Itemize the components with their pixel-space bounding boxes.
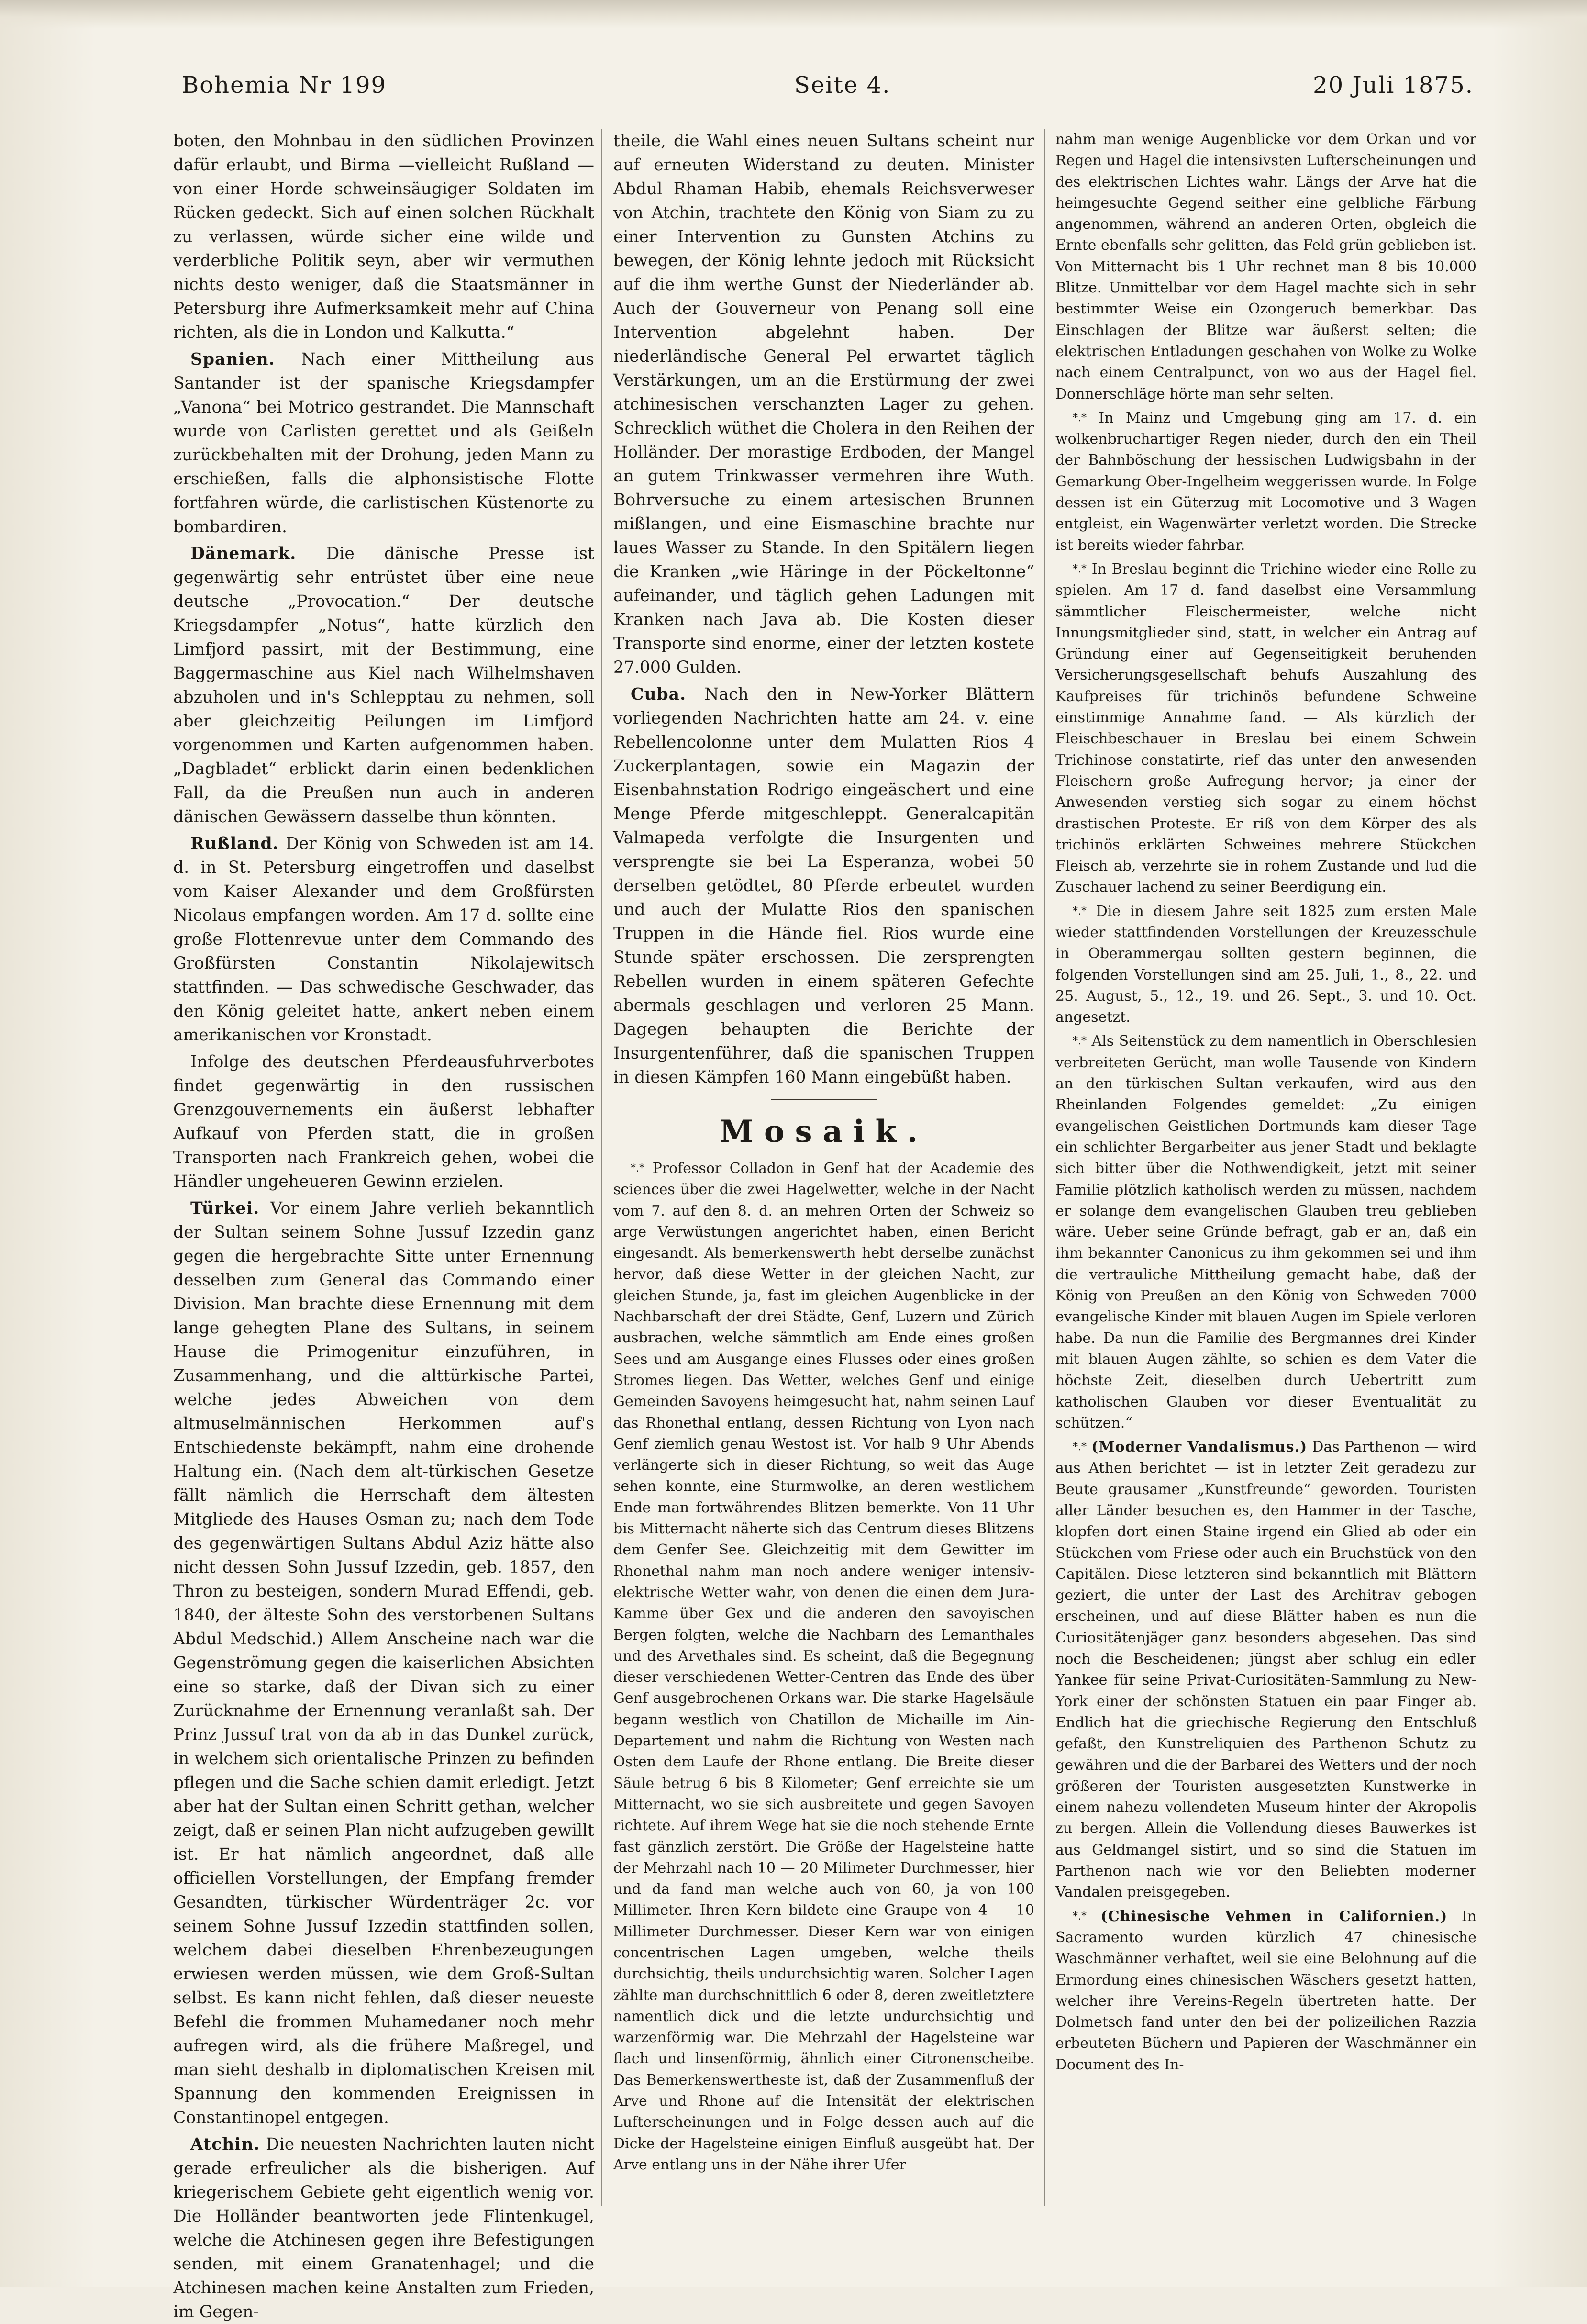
asterism-icon: *.* xyxy=(1073,1910,1087,1922)
article-heading-cuba: Cuba. xyxy=(631,685,687,704)
article-pferdeausfuhr: Infolge des deutschen Pferdeausfuhrverbotes findet gegenwärtig in den russischen Grenzgouvernements ein äußerst lebhafter Aufkauf von Pferden statt, die in großen Transporten nach Frankreich gehen, wobei die Händler ungeheueren Gewinn erzielen. xyxy=(173,1052,594,1191)
column-1 xyxy=(173,129,595,2322)
mosaik-text-vehmen: In Sacramento wurden kürzlich 47 chinesische Waschmänner verhaftet, weil sie eine Belohnung auf die Ermordung eines chinesischen Wäschers gesetzt hatten, welcher ihre Vereins-Regeln übertreten hatte. Der Dolmetsch fand unter den bei der polizeilichen Razzia erbeuteten Büchern und Papieren der Waschmänner ein Document des In- xyxy=(1055,1908,1476,2073)
header-date: 20 Juli 1875. xyxy=(1313,72,1474,99)
article-china-end: boten, den Mohnbau in den südlichen Provinzen dafür erlaubt, und Birma —vielleicht Rußland — von einer Horde schweinsäugiger Soldaten im Rücken gedeckt. Sich auf einen solchen Rückhalt zu verlassen, würde sicher eine wilde und verderbliche Politik seyn, aber wir vermuthen nichts desto weniger, daß die Staatsmänner in Petersburg ihre Aufmerksamkeit mehr auf China richten, als die in London und Kalkutta.“ xyxy=(173,132,594,342)
mosaik-oberammergau xyxy=(1055,901,1476,1028)
mosaik-text-mainz: In Mainz und Umgebung ging am 17. d. ein wolkenbruchartiger Regen nieder, durch den ein Theil der Bahnböschung der hessischen Ludwigsbahn in der Gemarkung Ober-Ingelheim weggerissen wurde. In Folge dessen ist ein Güterzug mit Locomotive und 3 Wagen entgleist, ein Wagenwärter verletzt worden. Die Strecke ist bereits wieder fahrbar. xyxy=(1055,409,1476,554)
page-header xyxy=(182,72,1474,115)
column-2-news xyxy=(613,129,1034,1089)
header-page-number: Seite 4. xyxy=(794,72,891,99)
mosaik-breslau xyxy=(1055,559,1476,898)
article-heading-tuerkei: Türkei. xyxy=(190,1199,260,1218)
asterism-icon: *.* xyxy=(631,1162,644,1174)
mosaik-text-seitenstueck: Als Seitenstück zu dem namentlich in Oberschlesien verbreiteten Gerücht, man wolle Tausende von Kindern an den türkischen Sultan verkaufen, wird aus den Rheinlanden Folgendes gemeldet: „Zu einigen evangelischen Geistlichen Dortmunds kam dieser Tage ein schlichter Bergarbeiter aus jener Stadt und beklagte sich bitter über die Nothwendigkeit, jetzt mit seiner Familie plötzlich katholisch werden zu müssen, nachdem er solange dem evangelischen Glauben treu geblieben wäre. Ueber seine Gründe befragt, gab er an, daß ein ihm bekannter Canonicus zu ihm gekommen sei und ihm die vertrauliche Mittheilung gemacht habe, daß der König von Preußen an den König von Schweden 7000 evangelische Kinder mit blauen Augen im Spiele verloren habe. Da nun die Familie des Bergmannes drei Kinder mit blauen Augen zählte, so schien es dem Vater die höchste Zeit, dieselben durch Uebertritt zum katholischen Glauben vor dieser Eventualität zu schützen.“ xyxy=(1055,1033,1477,1431)
article-atchin xyxy=(173,2133,594,2324)
asterism-icon: *.* xyxy=(1073,1035,1087,1048)
column-rule-1 xyxy=(601,129,602,2206)
article-text-tuerkei: Vor einem Jahre verlieh bekanntlich der Sultan seinem Sohne Jussuf Izzedin ganz gegen die hergebrachte Sitte unter Ernennung desselben zum General das Commando einer Division. Man brachte diese Ernennung mit dem lange gehegten Plane des Sultans, in seinem Hause die Primogenitur einzuführen, in Zusammenhang, und die alttürkische Partei, welche jedes Abweichen von dem altmuselmännischen Herkommen auf's Entschiedenste bekämpft, nahm eine drohende Haltung ein. (Nach dem alt-türkischen Gesetze fällt nämlich die Herrschaft dem ältesten Mitgliede des Hauses Osman zu; nach dem Tode des gegenwärtigen Sultans Abdul Aziz hätte also nicht dessen Sohn Jussuf Izzedin, geb. 1857, den Thron zu besteigen, sondern Murad Effendi, geb. 1840, der älteste Sohn des verstorbenen Sultans Abdul Medschid.) Allem Anscheine nach war die Gegenströmung gegen die kaiserlichen Absichten eine so starke, daß der Divan sich zu einer Zurücknahme der Ernennung veranlaßt sah. Der Prinz Jussuf trat von da ab in das Dunkel zurück, in welchem sich orientalische Prinzen zu befinden pflegen und die Sache schien damit erledigt. Jetzt aber hat der Sultan einen Schritt gethan, welcher zeigt, daß er seinen Plan nicht aufzugeben gewillt ist. Er hat nämlich angeordnet, daß alle officiellen Vorstellungen, der Empfang fremder Gesandten, türkischer Würdenträger 2c. vor seinem Sohne Jussuf Izzedin stattfinden sollen, welchem dabei dieselben Ehrenbezeugungen erwiesen werden müssen, wie dem Groß-Sultan selbst. Es kann nicht fehlen, daß dieser neueste Befehl die frommen Muhamedaner noch mehr aufregen wird, als die frühere Maßregel, und man sieht deshalb in diplomatischen Kreisen mit Spannung den kommenden Ereignissen in Constantinopel entgegen. xyxy=(173,1199,594,2127)
column-2 xyxy=(613,129,1034,2206)
article-tuerkei xyxy=(173,1196,594,2130)
column-3 xyxy=(1055,129,1476,2206)
asterism-icon: *.* xyxy=(1073,1441,1087,1453)
asterism-icon: *.* xyxy=(1073,905,1087,917)
asterism-icon: *.* xyxy=(1073,563,1087,575)
mosaik-text-breslau: In Breslau beginnt die Trichine wieder eine Rolle zu spielen. Am 17 d. fand daselbst eine Versammlung sämmtlicher Fleischermeister, welche nicht Innungsmitglieder sind, statt, in welcher ein Antrag auf Gründung einer auf Gegenseitigkeit beruhenden Versicherungsgesellschaft behufs Auszahlung des Kaufpreises für trichinös befundene Schweine einstimmige Annahme fand. — Als kürzlich der Fleischbeschauer in Breslau bei einem Schwein Trichinose constatirte, rief das unter den anwesenden Fleischern große Aufregung hervor; ja einer der Anwesenden verstieg sich sogar zu einem höchst drastischen Proteste. Er riß von dem Körper des als trichinös erklärten Schweines mehrere Stückchen Fleisch ab, verzehrte sie in rohem Zustande und lud die Zuschauer lachend zu seiner Beerdigung ein. xyxy=(1055,560,1476,896)
article-atchin-cont: theile, die Wahl eines neuen Sultans scheint nur auf erneuten Widerstand zu deuten. Minister Abdul Rhaman Habib, ehemals Reichsverweser von Atchin, trachtete den König von Siam zu zu einer Intervention zu Gunsten Atchins zu bewegen, der König lehnte jedoch mit Rücksicht auf die ihm werthe Gunst der Niederländer ab. Auch der Gouverneur von Penang soll eine Intervention abgelehnt haben. Der niederländische General Pel erwartet täglich Verstärkungen, um an die Erstürmung der zwei atchinesischen verschanzten Lager zu gehen. Schrecklich wüthet die Cholera in den Reihen der Holländer. Der morastige Erdboden, der Mangel an gutem Trinkwasser vermehren ihre Wuth. Bohrversuche zu einem artesischen Brunnen mißlangen, und eine Eismaschine brachte nur laues Wasser zu Stande. In den Spitälern liegen die Kranken „wie Häringe in der Pöckeltonne“ aufeinander, und täglich gehen Ladungen mit Kranken nach Java ab. Die Kosten dieser Transporte sind enorme, einer der letzten kostete 27.000 Gulden. xyxy=(613,132,1034,677)
article-daenemark xyxy=(173,542,594,829)
scan-edge-shadow xyxy=(0,0,1587,29)
section-title-mosaik: Mosaik. xyxy=(720,1114,928,1150)
section-divider xyxy=(771,1099,877,1100)
article-russland xyxy=(173,832,594,1047)
mosaik-text-oberammergau: Die in diesem Jahre seit 1825 zum ersten Male wieder stattfindenden Vorstellungen der Kreuzesschule in Oberammergau sollten gestern beginnen, die folgenden Vorstellungen sind am 25. Juli, 1., 8., 22. und 25. August, 5., 12., 19. und 26. Sept., 3. und 10. Oct. angesetzt. xyxy=(1055,903,1476,1026)
article-text-atchin: Die neuesten Nachrichten lauten nicht gerade erfreulicher als die bisherigen. Auf kriegerischem Gebiete geht eigentlich wenig vor. Die Holländer beantworten jede Flintenkugel, welche die Atchinesen gegen ihre Befestigungen senden, mit einem Granatenhagel; und die Atchinesen machen keine Anstalten zum Frieden, im Gegen- xyxy=(173,2135,594,2322)
article-heading-russland: Rußland. xyxy=(190,834,279,853)
article-spanien xyxy=(173,347,594,539)
mosaik-mainz xyxy=(1055,408,1476,556)
article-heading-daenemark: Dänemark. xyxy=(190,544,297,563)
mosaik-vehmen xyxy=(1055,1906,1476,2076)
mosaik-hagel xyxy=(613,1158,1034,2176)
mosaik-items-col2 xyxy=(613,1158,1034,2176)
article-text-daenemark: Die dänische Presse ist gegenwärtig sehr entrüstet über eine neue deutsche „Provocation.“ Der deutsche Kriegsdampfer „Notus“, hatte kürzlich den Limfjord passirt, mit der Bestimmung, eine Baggermaschine aus Kiel nach Wilhelmshaven abzuholen und in's Schlepptau zu nehmen, soll aber gleichzeitig Peilungen im Limfjord vorgenommen und Karten aufgenommen haben. „Dagbladet“ erblickt darin einen bedenklichen Fall, da die Preußen nun auch in anderen dänischen Gewässern dasselbe thun könnten. xyxy=(173,544,594,827)
asterism-icon: *.* xyxy=(1073,412,1087,424)
header-paper-number: Bohemia Nr 199 xyxy=(182,72,387,99)
column-rule-2 xyxy=(1044,129,1045,2206)
article-text-cuba: Nach den in New-Yorker Blättern vorliegenden Nachrichten hatte am 24. v. eine Rebellencolonne unter dem Mulatten Rios 4 Zuckerplantagen, sowie ein Magazin der Eisenbahnstation Rodrigo eingeäschert und eine Menge Pferde mitgeschleppt. Generalcapitän Valmapeda verfolgte die Insurgenten und versprengte sie bei La Esperanza, wobei 50 derselben getödtet, 80 Pferde erbeutet wurden und auch der Mulatte Rios den spanischen Truppen in die Hände fiel. Rios wurde eine Stunde später erschossen. Die zersprengten Rebellen wurden in einem späteren Gefechte abermals geschlagen und verloren 25 Mann. Dagegen behaupten die Berichte der Insurgentenführer, daß die spanischen Truppen in diesen Kämpfen 160 Mann eingebüßt haben. xyxy=(613,685,1035,1087)
article-text-spanien: Nach einer Mittheilung aus Santander ist der spanische Kriegsdampfer „Vanona“ bei Motrico gestrandet. Die Mannschaft wurde von Carlisten gerettet und als Geißeln zurückbehalten mit der Drohung, jeden Mann zu erschießen, falls die alphonsistische Flotte fortfahren würde, die carlistischen Küstenorte zu bombardiren. xyxy=(173,350,594,536)
mosaik-vandalismus xyxy=(1055,1437,1476,1903)
article-cuba xyxy=(613,682,1034,1089)
article-heading-spanien: Spanien. xyxy=(190,350,275,369)
article-text-russland: Der König von Schweden ist am 14. d. in St. Petersburg eingetroffen und daselbst vom Kaiser Alexander und dem Großfürsten Nicolaus empfangen worden. Am 17 d. sollte eine große Flottenrevue unter dem Commando des Großfürsten Constantin Nikolajewitsch stattfinden. — Das schwedische Geschwader, das den König geleitet hatte, ankert neben einem amerikanischen vor Kronstadt. xyxy=(173,834,595,1045)
mosaik-text-hagel: Professor Colladon in Genf hat der Academie des sciences über die zwei Hagelwetter, welche in der Nacht vom 7. auf den 8. d. an mehren Orten der Schweiz so arge Verwüstungen angerichtet haben, einen Bericht eingesandt. Als bemerkenswerth hebt derselbe zunächst hervor, daß diese Wetter in der gleichen Nacht, zur gleichen Stunde, ja, fast im gleichen Augenblicke in der Nachbarschaft der drei Städte, Genf, Luzern und Zürich ausbrachen, welche sämmtlich am Ende eines großen Sees und am Ausgange eines Flusses oder eines großen Stromes liegen. Das Wetter, welches Genf und einige Gemeinden Savoyens heimgesucht hat, nahm seinen Lauf das Rhonethal entlang, dessen Richtung von Lyon nach Genf ziemlich genau Westost ist. Vor halb 9 Uhr Abends verlängerte sich in dieser Richtung, so weit das Auge sehen konnte, eine Sturmwolke, an deren westlichem Ende man fortwährendes Blitzen bemerkte. Von 11 Uhr bis Mitternacht näherte sich das Centrum dieses Blitzens dem Genfer See. Gleichzeitig mit dem Gewitter im Rhonethal nahm man noch andere weniger intensiv-elektrische Wetter wahr, von denen die einen dem Jura-Kamme über Gex und die anderen den savoyischen Bergen folgten, welche die Nachbarn des Lemanthales und des Arvethales sind. Es scheint, daß die Begegnung dieser verschiedenen Wetter-Centren das Ende des über Genf ausgebrochenen Orkans war. Die starke Hagelsäule begann westlich von Chatillon de Michaille im Ain-Departement und nahm die Richtung von Westen nach Osten dem Laufe der Rhone entlang. Die Breite dieser Säule betrug 6 bis 8 Kilometer; Genf erreichte sie um Mitternacht, wo sie sich ausbreitete und gegen Savoyen richtete. Auf ihrem Wege hat sie die noch stehende Ernte fast gänzlich zerstört. Die Größe der Hagelsteine hatte der Mehrzahl nach 10 — 20 Milimeter Durchmesser, hier und da fand man welche auch von 60, ja von 100 Millimeter. Ihren Kern bildete eine Graupe von 4 — 10 Millimeter Durchmesser. Dieser Kern war von einigen concentrischen Lagen umgeben, welche theils durchsichtig, theils undurchsichtig waren. Solcher Lagen zählte man durchschnittlich 6 oder 8, deren zweitletztere namentlich dick und die letzte undurchsichtig und warzenförmig war. Die Mehrzahl der Hagelsteine war flach und linsenförmig, ähnlich einer Citronenscheibe. Das Bemerkenswertheste ist, daß der Zusammenfluß der Arve und Rhone auf die Intensität der elektrischen Lufterscheinungen und in Folge dessen auch auf die Dicke der Hagelsteine einigen Einfluß ausgeübt hat. Der Arve entlang uns in der Nähe ihrer Ufer xyxy=(613,1160,1034,2173)
mosaik-seitenstueck xyxy=(1055,1031,1476,1434)
mosaik-heading-vandalismus: (Moderner Vandalismus.) xyxy=(1091,1439,1308,1456)
mosaik-heading-vehmen: (Chinesische Vehmen in Californien.) xyxy=(1100,1908,1448,1925)
article-heading-atchin: Atchin. xyxy=(190,2135,260,2154)
mosaik-text-vandalismus: Das Parthenon — wird aus Athen berichtet — ist in letzter Zeit geradezu zur Beute grausamer „Kunstfreunde“ geworden. Touristen aller Länder besuchen es, den Hammer in der Tasche, klopfen dort einen Staine irgend ein Glied ab oder ein Stückchen vom Friese oder auch ein Bruchstück von den Capitälen. Diese letzteren sind bekanntlich mit Blättern geziert, die unter der Last des Architrav gebogen erscheinen, und auf diese Blätter haben es nun die Curiositätenjäger ganz besonders abgesehen. Das sind noch die Bescheidenen; jüngst aber schlug ein edler Yankee für seine Privat-Curiositäten-Sammlung zu New-York einer der schönsten Statuen ein paar Finger ab. Endlich hat die griechische Regierung den Entschluß gefaßt, den Kunstreliquien des Parthenon Schutz zu gewähren und die der Barbarei des Wetters und der noch größeren der Touristen ausgesetzten Kunstwerke in einem nahezu vollendeten Museum hinter der Akropolis zu bergen. Allein die Vollendung dieses Bauwerkes ist aus Geldmangel sistirt, und so sind die Statuen im Parthenon nach wie vor den Beliebten moderner Vandalen preisgegeben. xyxy=(1055,1439,1476,1901)
mosaik-hagel-cont: nahm man wenige Augenblicke vor dem Orkan und vor Regen und Hagel die intensivsten Lufterscheinungen und des elektrischen Lichtes wahr. Längs der Arve hat die heimgesuchte Gegend seither eine gelbliche Färbung angenommen, während an anderen Orten, obgleich die Ernte ebenfalls sehr gelitten, das Feld grün geblieben ist. Von Mitternacht bis 1 Uhr rechnet man 8 bis 10.000 Blitze. Unmittelbar vor dem Hagel machte sich in sehr bestimmter Weise ein Ozongeruch bemerkbar. Das Einschlagen der Blitze war äußerst selten; die elektrischen Entladungen geschahen von Wolke zu Wolke nach einem Centralpunct, von wo aus der Hagel fiel. Donnerschläge hörte man sehr selten. xyxy=(1055,131,1476,402)
